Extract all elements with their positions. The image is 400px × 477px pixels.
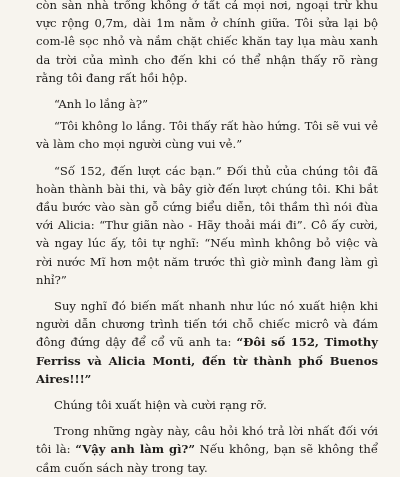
paragraph-number-152: “Số 152, đến lượt các bạn.” Đối thủ của chúng tôi đã hoàn thành bài thi, và bây giờ đến lượt chúng tôi. Khi bắt đầu bước vào sàn gỗ cứng biểu diễn, tôi thầm thì nói đùa với Alicia: “Thư giãn nào - Hãy thoải mái đi”. Cô ấy cười, và ngay lúc ấy, tôi tự nghĩ: “Nếu mình không bỏ việc và rời nước Mĩ hơn một năm trước thì giờ mình đang làm gì nhỉ?” bbox=[36, 163, 378, 287]
announcer-intro-text: Suy nghĩ đó biến mất nhanh như lúc nó xuất hiện khi người dẫn chương trình tiến tới chỗ chiếc micrô và đám đông đứng dậy để cổ vũ anh ta: bbox=[36, 299, 378, 350]
paragraph-hardest-question bbox=[36, 422, 378, 477]
paragraph-answer-excited: “Tôi không lo lắng. Tôi thấy rất hào hứng. Tôi sẽ vui vẻ và làm cho mọi người cùng vui vẻ.” bbox=[36, 119, 378, 152]
hardest-question-rest: Nếu không, bạn sẽ không thể cầm cuốn sách này trong tay. bbox=[36, 442, 379, 475]
announcement-text: “Đôi số 152, Timothy Ferriss và Alicia Monti, đến từ thành phố Buenos Aires!!!” bbox=[36, 335, 378, 386]
paragraph-smile: Chúng tôi xuất hiện và cười rạng rỡ. bbox=[54, 398, 267, 413]
paragraph-announcer bbox=[36, 297, 378, 388]
paragraph-dance-floor: còn sàn nhà trống không ở tất cả mọi nơi, ngoại trừ khu vực rộng 0,7m, dài 1m nằm ở chính giữa. Tôi sửa lại bộ com-lê sọc nhỏ và nắm chặt chiếc khăn tay lụa màu xanh da trời của mình cho đến khi có thể nhận thấy rõ ràng rằng tôi đang rất hồi hộp. bbox=[36, 0, 378, 85]
paragraph-question-nervous: “Anh lo lắng à?” bbox=[54, 97, 149, 112]
hardest-question-text: “Vậy anh làm gì?” bbox=[75, 442, 196, 457]
hardest-question-intro: Trong những ngày này, câu hỏi khó trả lời nhất đối với tôi là: bbox=[36, 424, 378, 457]
